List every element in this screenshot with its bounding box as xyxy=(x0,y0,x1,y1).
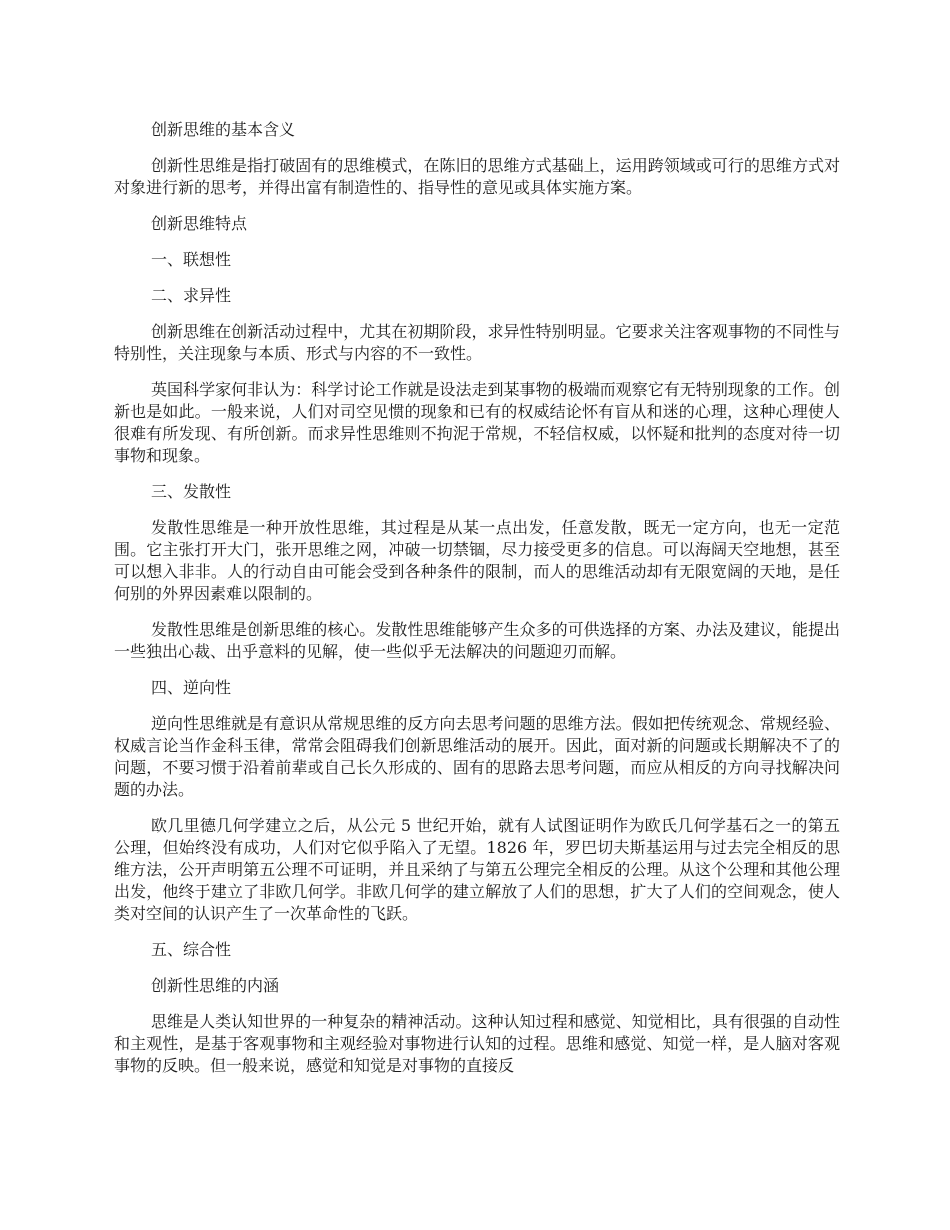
subheading-difference: 二、求异性 xyxy=(151,286,232,305)
subheading-reverse: 四、逆向性 xyxy=(151,678,232,697)
subheading-divergence: 三、发散性 xyxy=(151,482,232,501)
paragraph-definition: 创新性思维是指打破固有的思维模式，在陈旧的思维方式基础上，运用跨领域或可行的思维方式对对象进行新的思考，并得出富有制造性的、指导性的意见或具体实施方案。 xyxy=(114,156,840,197)
paragraph-reverse-1: 逆向性思维就是有意识从常规思维的反方向去思考问题的思维方法。假如把传统观念、常规经验、权威言论当作金科玉律，常常会阻碍我们创新思维活动的展开。因此，面对新的问题或长期解决不了的问题，不要习惯于沿着前辈或自己长久形成的、固有的思路去思考问题，而应从相反的方向寻找解决问题的办法。 xyxy=(114,714,840,799)
section-title-connotation: 创新性思维的内涵 xyxy=(151,976,280,995)
paragraph-connotation: 思维是人类认知世界的一种复杂的精神活动。这种认知过程和感觉、知觉相比，具有很强的自动性和主观性，是基于客观事物和主观经验对事物进行认知的过程。思维和感觉、知觉一样，是人脑对客观事物的反映。但一般来说，感觉和知觉是对事物的直接反 xyxy=(114,1012,840,1075)
subheading-association: 一、联想性 xyxy=(151,250,232,269)
section-title-features: 创新思维特点 xyxy=(151,214,248,233)
document-page xyxy=(114,119,840,1091)
paragraph-difference-2: 英国科学家何非认为：科学讨论工作就是设法走到某事物的极端而观察它有无特别现象的工作。创新也是如此。一般来说，人们对司空见惯的现象和已有的权威结论怀有盲从和迷的心理，这种心理使人很难有所发现、有所创新。而求异性思维则不拘泥于常规，不轻信权威，以怀疑和批判的态度对待一切事物和现象。 xyxy=(114,380,840,465)
paragraph-reverse-2: 欧几里德几何学建立之后，从公元 5 世纪开始，就有人试图证明作为欧氏几何学基石之一的第五公理，但始终没有成功，人们对它似乎陷入了无望。1826 年，罗巴切夫斯基运用与过去完全相反的思维方法，公开声明第五公理不可证明，并且采纳了与第五公理完全相反的公理。从这个公理和其他公理出发，他终于建立了非欧几何学。非欧几何学的建立解放了人们的思想，扩大了人们的空间观念，使人类对空间的认识产生了一次革命性的飞跃。 xyxy=(114,816,840,923)
section-title-basic-meaning: 创新思维的基本含义 xyxy=(151,120,296,139)
paragraph-divergence-2: 发散性思维是创新思维的核心。发散性思维能够产生众多的可供选择的方案、办法及建议，能提出一些独出心裁、出乎意料的见解，使一些似乎无法解决的问题迎刃而解。 xyxy=(114,620,840,661)
paragraph-divergence-1: 发散性思维是一种开放性思维，其过程是从某一点出发，任意发散，既无一定方向，也无一定范围。它主张打开大门，张开思维之网，冲破一切禁锢，尽力接受更多的信息。可以海阔天空地想，甚至可以想入非非。人的行动自由可能会受到各种条件的限制，而人的思维活动却有无限宽阔的天地，是任何别的外界因素难以限制的。 xyxy=(114,518,840,603)
paragraph-difference-1: 创新思维在创新活动过程中，尤其在初期阶段，求异性特别明显。它要求关注客观事物的不同性与特别性，关注现象与本质、形式与内容的不一致性。 xyxy=(114,322,840,363)
subheading-synthesis: 五、综合性 xyxy=(151,940,232,959)
